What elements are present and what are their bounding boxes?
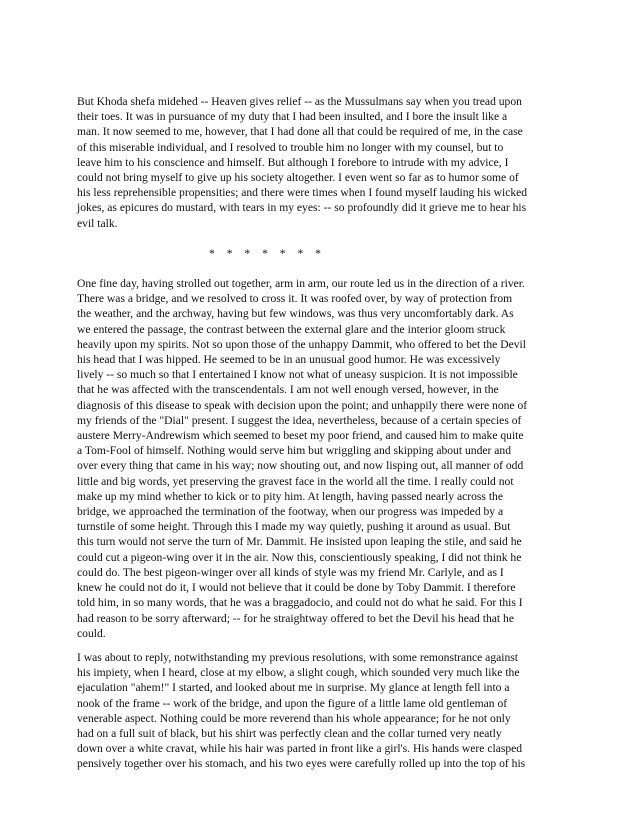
text-line: heavily upon my spirits. Not so upon those of the unhappy Dammit, who offered to bet the Devil <box>77 337 526 351</box>
text-line: the weather, and the archway, having but few windows, was thus very uncomfortably dark. As <box>77 307 514 321</box>
text-line: over every thing that came in his way; now shouting out, and now lisping out, all manner of odd <box>77 459 524 473</box>
text-line: make up my mind whether to kick or to pity him. At length, having passed nearly across the <box>77 489 503 503</box>
spacer <box>77 641 567 650</box>
paragraph-1 <box>77 94 567 231</box>
text-line: could cut a pigeon-wing over it in the air. Now this, conscientiously speaking, I did not think he <box>77 550 522 564</box>
text-line: leave him to his conscience and himself. But although I forebore to intrude with my advice, I <box>77 155 509 169</box>
text-line: had reason to be sorry afterward; -- for he straightway offered to bet the Devil his head that he <box>77 611 514 625</box>
text-line: little and big words, yet preserving the gravest face in the world all the time. I really could not <box>77 474 514 488</box>
text-line: lively -- so much so that I entertained I know not what of uneasy suspicion. It is not impossible <box>77 368 518 382</box>
text-line: my friends of the "Dial" present. I suggest the idea, nevertheless, because of a certain species of <box>77 413 522 427</box>
text-line: nook of the frame -- work of the bridge, and upon the figure of a little lame old gentleman of <box>77 696 508 710</box>
text-line: austere Merry-Andrewism which seemed to beset my poor friend, and caused him to make quite <box>77 429 524 443</box>
text-line: venerable aspect. Nothing could be more reverend than his whole appearance; for he not only <box>77 711 511 725</box>
paragraph-3 <box>77 650 567 772</box>
text-line: diagnosis of this disease to speak with decision upon the point; and unhappily there were none of <box>77 398 528 412</box>
text-line: his impiety, when I heard, close at my elbow, a slight cough, which sounded very much like the <box>77 666 520 680</box>
text-line: One fine day, having strolled out together, arm in arm, our route led us in the direction of a river. <box>77 277 525 291</box>
section-separator: * * * * * * * <box>209 246 321 260</box>
text-line: man. It now seemed to me, however, that I had done all that could be required of me, in the case <box>77 125 523 139</box>
text-line: this turn would not serve the turn of Mr. Dammit. He insisted upon leaping the stile, and said he <box>77 535 522 549</box>
text-line: There was a bridge, and we resolved to cross it. It was roofed over, by way of protection from <box>77 292 513 306</box>
text-line: But Khoda shefa midehed -- Heaven gives relief -- as the Mussulmans say when you tread upon <box>77 95 522 108</box>
text-line: ejaculation "ahem!" I started, and looked about me in surprise. My glance at length fell into a <box>77 681 510 695</box>
text-line: jokes, as epicures do mustard, with tears in my eyes: -- so profoundly did it grieve me to hear his <box>77 201 527 215</box>
text-line: their toes. It was in pursuance of my duty that I had been insulted, and I bore the insult like a <box>77 110 508 124</box>
document-page <box>77 94 567 772</box>
text-line: had on a full suit of black, but his shirt was perfectly clean and the collar turned very neatly <box>77 726 502 740</box>
text-line: we entered the passage, the contrast between the external glare and the interior gloom struck <box>77 322 506 336</box>
text-line: could do. The best pigeon-winger over all kinds of style was my friend Mr. Carlyle, and as I <box>77 565 504 579</box>
text-line: I was about to reply, notwithstanding my previous resolutions, with some remonstrance against <box>77 650 519 664</box>
spacer <box>77 231 567 246</box>
text-line: his less reprehensible propensities; and there were times when I found myself lauding his wicked <box>77 186 528 200</box>
text-line: bridge, we approached the termination of the footway, when our progress was impeded by a <box>77 505 504 519</box>
text-line: could not bring myself to give up his society altogether. I even went so far as to humor some of <box>77 171 519 185</box>
text-line: pensively together over his stomach, and his two eyes were carefully rolled up into the top of his <box>77 757 526 771</box>
text-line: evil talk. <box>77 216 118 230</box>
text-line: his head that I was hipped. He seemed to be in an unusual good humor. He was excessively <box>77 353 501 367</box>
text-line: could. <box>77 626 106 640</box>
spacer <box>77 261 567 276</box>
paragraph-2 <box>77 276 567 641</box>
text-line: turnstile of some height. Through this I made my way quietly, pushing it around as usual. But <box>77 520 511 534</box>
text-line: told him, in so many words, that he was a braggadocio, and could not do what he said. For this I <box>77 596 523 610</box>
text-line: a Tom-Fool of himself. Nothing would serve him but wriggling and skipping about under and <box>77 444 512 458</box>
text-line: down over a white cravat, while his hair was parted in front like a girl's. His hands were clasped <box>77 742 523 756</box>
text-line: knew he could not do it, I would not believe that it could be done by Toby Dammit. I therefore <box>77 581 516 595</box>
text-line: of this miserable individual, and I resolved to trouble him no longer with my counsel, but to <box>77 140 504 154</box>
text-line: that he was affected with the transcendentals. I am not well enough versed, however, in the <box>77 383 499 397</box>
